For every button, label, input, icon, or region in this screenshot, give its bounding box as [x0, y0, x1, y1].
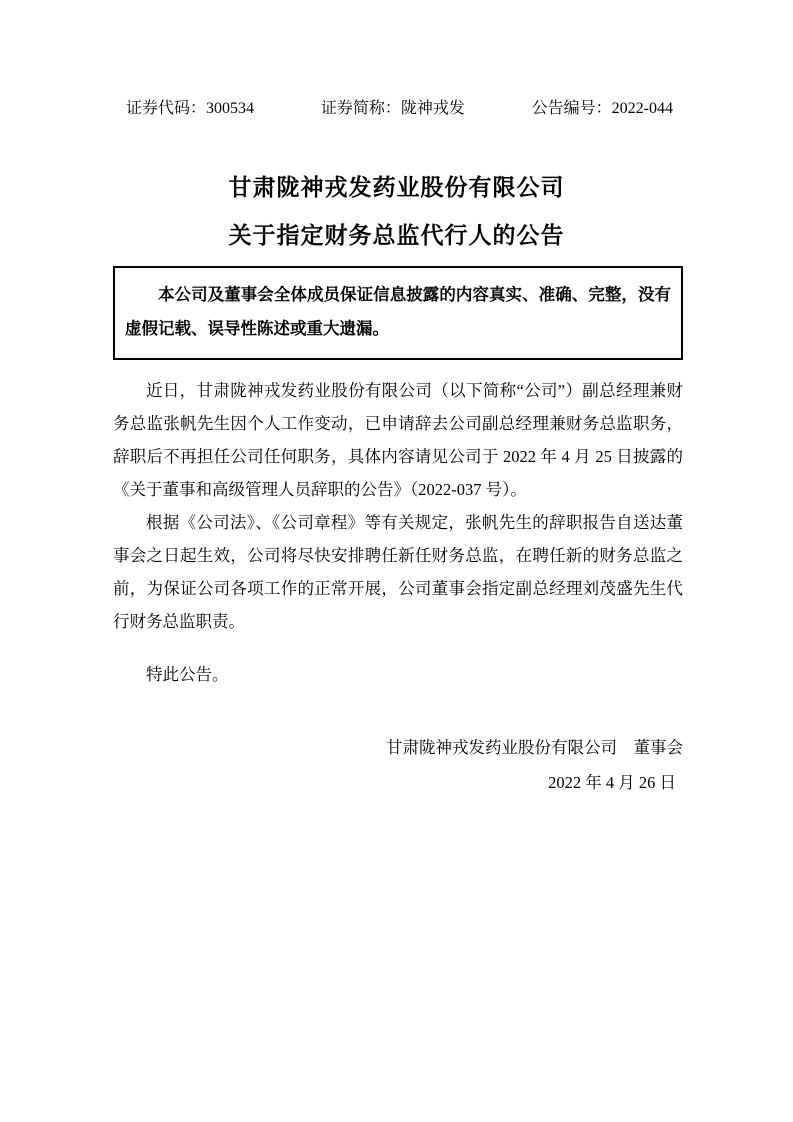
announcement-number: 公告编号：2022-044	[531, 100, 673, 117]
company-title: 甘肃陇神戎发药业股份有限公司	[228, 174, 565, 200]
body-paragraph-2: 根据《公司法》、《公司章程》等有关规定，张帆先生的辞职报告自送达董事会之日起生效，公司将尽快安排聘任新任财务总监，在聘任新的财务总监之前，为保证公司各项工作的正常开展，公司董事会指定副总经理刘茂盛先生代行财务总监职责。	[113, 513, 683, 631]
announcement-title: 关于指定财务总监代行人的公告	[228, 222, 565, 248]
signature-date: 2022 年 4 月 26 日	[548, 773, 676, 792]
document-title-block	[0, 163, 793, 259]
closing-statement: 特此公告。	[146, 665, 229, 684]
disclaimer-text: 本公司及董事会全体成员保证信息披露的内容真实、准确、完整，没有虚假记载、误导性陈述或重大遗漏。	[125, 286, 671, 338]
signature-company: 甘肃陇神戎发药业股份有限公司 董事会	[386, 738, 683, 757]
document-header-row	[126, 98, 673, 120]
stock-short-name: 证券简称：陇神戎发	[320, 100, 465, 117]
body-text-block	[113, 374, 683, 638]
stock-code: 证券代码：300534	[126, 100, 255, 117]
body-paragraph-1: 近日，甘肃陇神戎发药业股份有限公司（以下简称“公司”）副总经理兼财务总监张帆先生因个人工作变动，已申请辞去公司副总经理兼财务总监职务，辞职后不再担任公司任何职务，具体内容请见公司于 2022 年 4 月 25 日披露的《关于董事和高级管理人员辞职的公告》（2022-037 号）。	[113, 381, 683, 499]
disclaimer-box	[113, 266, 683, 360]
